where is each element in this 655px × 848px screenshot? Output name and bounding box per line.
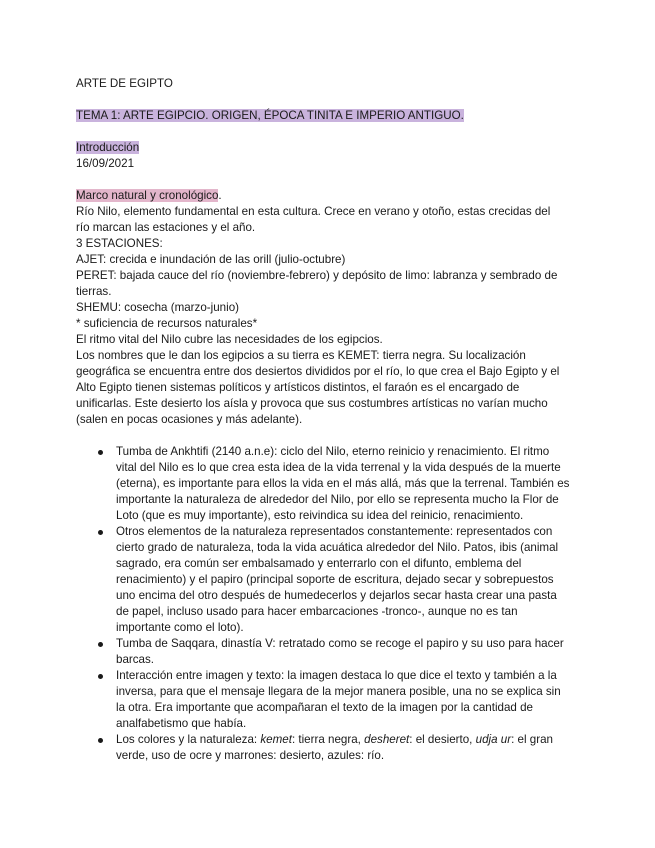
list-item-line: Otros elementos de la naturaleza representados constantemente: representados con [116,525,553,538]
list-item [76,524,576,636]
text-span: : el desierto, [409,733,476,746]
list-item-line: Tumba de Saqqara, dinastía V: retratado como se recoge el papiro y su uso para hacer [116,637,564,650]
intro-heading [76,140,576,156]
list-item-line: cierto grado de naturaleza, toda la vida acuática alrededor del Nilo. Patos, ibis (animal [116,541,559,554]
italic-term: udja ur [475,733,512,746]
list-item-line: importante la naturaleza de alrededor del Nilo, por ello se representa mucho la Flor de [116,493,559,506]
bullet-dot [98,450,103,455]
list-item-line: verde, uso de ocre y marrones: desierto, azules: río. [116,749,385,762]
bullet-list [76,444,576,732]
list-item-line: sagrado, era común ser embalsamado y enterrarlo con el difunto, emblema del [116,557,522,570]
bullet-dot [98,738,103,743]
topic-heading [76,108,576,124]
section-heading-period: . [218,189,222,202]
paragraph-line: geográfica se encuentra entre dos desiertos divididos por el río, lo que crea el Bajo Egipto y el [76,365,560,378]
list-item-line: Interacción entre imagen y texto: la imagen destaca lo que dice el texto y también a la [116,669,557,682]
list-item-line: analfabetismo que había. [116,717,247,730]
date: 16/09/2021 [76,157,135,170]
text-span: Los colores y la naturaleza: [116,733,261,746]
body-paragraph [76,204,576,428]
paragraph-line: Los nombres que le dan los egipcios a su tierra es KEMET: tierra negra. Su localización [76,349,526,362]
list-item [76,444,576,524]
italic-term: desheret [364,733,410,746]
list-item-line: barcas. [116,653,155,666]
paragraph-line: SHEMU: cosecha (marzo-junio) [76,301,240,314]
list-item-line: renacimiento) y el papiro (principal soporte de escritura, dejado secar y sobrepuestos [116,573,554,586]
list-item-line: importante como el loto). [116,621,244,634]
list-item-line: Loto (que es muy importante), esto reivindica su idea del reinicio, renacimiento. [116,509,524,522]
intro-heading-text: Introducción [76,141,140,154]
bullet-dot [98,530,103,535]
list-item-line: la otra. Era importante que acompañaran el texto de la imagen por la cantidad de [116,701,533,714]
bullet-dot [98,642,103,647]
italic-term: kemet [260,733,292,746]
text-span: : tierra negra, [291,733,365,746]
paragraph-line: Alto Egipto tienen sistemas políticos y artísticos distintos, el faraón es el encargado de [76,381,520,394]
paragraph-line: 3 ESTACIONES: [76,237,163,250]
section-heading-text: Marco natural y cronológico [76,189,219,202]
paragraph-line: AJET: crecida e inundación de las orill (julio-octubre) [76,253,346,266]
bullet-list-last [76,732,576,764]
document-page [76,76,576,764]
paragraph-line: * suficiencia de recursos naturales* [76,317,258,330]
list-item-line: (eterna), es importante para ellos la vida en el más allá, más que la terrenal. También es [116,477,570,490]
list-item-line [116,732,576,748]
list-item-line: uno encima del otro después de humedecerlos y dejarlos secar hasta crear una pasta [116,589,557,602]
list-item [76,732,576,764]
topic-heading-text: TEMA 1: ARTE EGIPCIO. ORIGEN, ÉPOCA TINITA E IMPERIO ANTIGUO. [76,109,464,122]
paragraph-line: Río Nilo, elemento fundamental en esta cultura. Crece en verano y otoño, estas crecidas del [76,205,551,218]
list-item-line: inversa, para que el mensaje llegara de la mejor manera posible, una no se explica sin [116,685,561,698]
list-item-line: Tumba de Ankhtifi (2140 a.n.e): ciclo del Nilo, eterno reinicio y renacimiento. El ritmo [116,445,550,458]
list-item [76,668,576,732]
list-item-line: vital del Nilo es lo que crea esta idea de la vida terrenal y la vida después de la muerte [116,461,561,474]
section-heading [76,188,576,204]
paragraph-line: PERET: bajada cauce del río (noviembre-febrero) y depósito de limo: labranza y sembrado de [76,269,558,282]
list-item-line: de papel, incluso usado para hacer embarcaciones -tronco-, aunque no es tan [116,605,518,618]
paragraph-line: tierras. [76,285,112,298]
paragraph-line: río marcan las estaciones y el año. [76,221,256,234]
paragraph-line: El ritmo vital del Nilo cubre las necesidades de los egipcios. [76,333,383,346]
paragraph-line: (salen en pocas ocasiones y más adelante). [76,413,303,426]
paragraph-line: unificarlas. Este desierto los aísla y provoca que sus costumbres artísticas no varían mucho [76,397,548,410]
text-span: : el gran [511,733,553,746]
list-item [76,636,576,668]
document-title: ARTE DE EGIPTO [76,77,173,90]
bullet-dot [98,674,103,679]
